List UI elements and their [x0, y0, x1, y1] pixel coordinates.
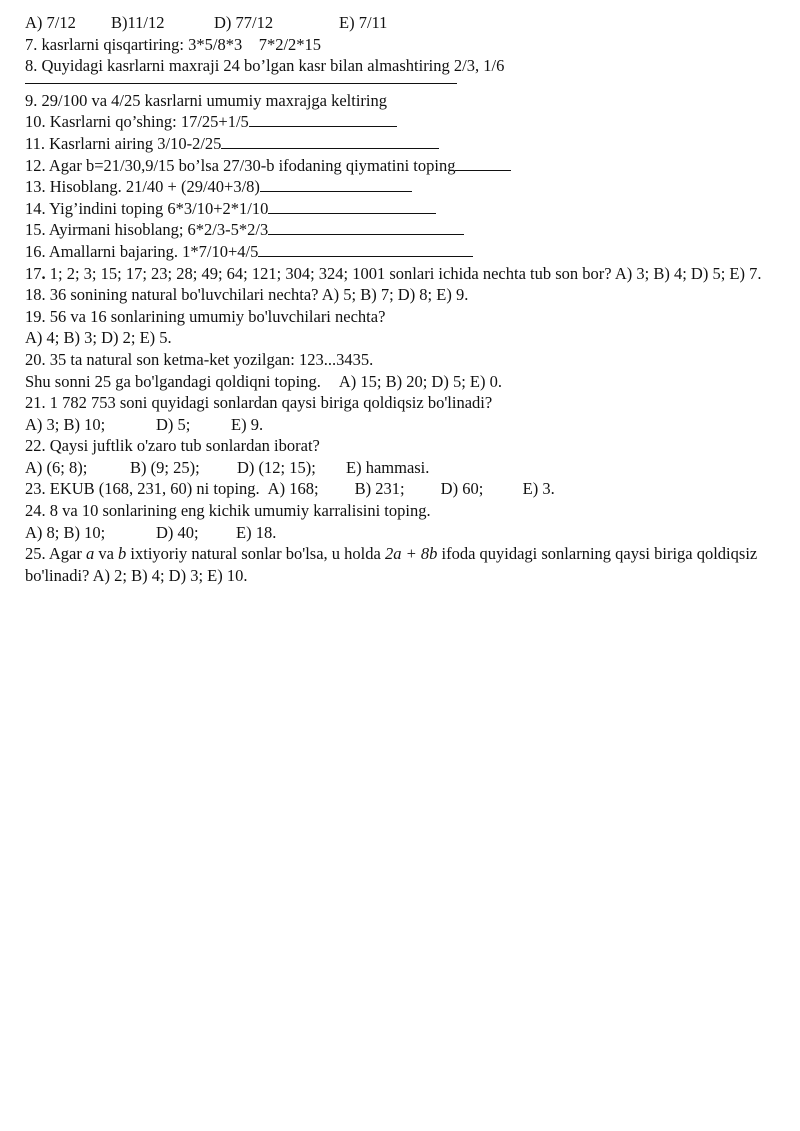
answer-blank — [455, 155, 511, 171]
option-d: D) 40; — [156, 522, 199, 542]
option-e: E) hammasi. — [346, 457, 430, 477]
worksheet — [25, 12, 775, 586]
option-e: E) 9. — [231, 414, 264, 434]
option-a-b: A) 8; B) 10; — [25, 522, 106, 542]
answer-blank — [268, 198, 436, 214]
option-e: E) 7/11 — [339, 13, 388, 32]
question-9: 9. 29/100 va 4/25 kasrlarni umumiy maxrajga keltiring — [25, 90, 388, 110]
expression: 2a + 8b — [384, 544, 438, 564]
option-b: B) 231; — [354, 479, 405, 499]
question-20-text: Shu sonni 25 ga bo'lgandagi qoldiqni toping. — [25, 371, 321, 391]
answer-blank — [249, 111, 397, 127]
question-15-text: 15. Ayirmani hisoblang; 6*2/3-5*2/3 — [25, 220, 269, 240]
question-11-text: 11. Kasrlarni airing 3/10-2/25 — [25, 133, 222, 153]
option-a: A) 168; — [267, 479, 319, 499]
question-16-text: 16. Amallarni bajaring. 1*7/10+4/5 — [25, 241, 259, 261]
question-20-options: A) 15; B) 20; D) 5; E) 0. — [338, 371, 502, 391]
question-15 — [25, 219, 775, 241]
option-e: E) 3. — [522, 479, 555, 499]
answer-blank — [221, 133, 439, 149]
question-25 — [25, 543, 775, 586]
question-10-text: 10. Kasrlarni qo’shing: 17/25+1/5 — [25, 112, 249, 132]
question-11 — [25, 133, 775, 155]
question-24: 24. 8 va 10 sonlarining eng kichik umumiy karralisini toping. — [25, 501, 431, 521]
question-7: 7. kasrlarni qisqartiring: 3*5/8*3 7*2/2*15 — [25, 34, 322, 54]
question-24-options — [25, 522, 775, 544]
question-25-text: ifoda quyidagi sonlarning qaysi biriga qoldiqsiz bo'linadi? A) 2; B) 4; D) 3; E) 10. — [25, 544, 758, 585]
option-b: B)11/12 — [111, 13, 165, 32]
question-14-text: 14. Yig’indini toping 6*3/10+2*1/10 — [25, 198, 269, 218]
question-23-text: 23. EKUB (168, 231, 60) ni toping. — [25, 479, 260, 499]
option-d: D) 60; — [440, 479, 484, 499]
question-18: 18. 36 sonining natural bo'luvchilari nechta? A) 5; B) 7; D) 8; E) 9. — [25, 285, 469, 305]
question-25-text: 25. Agar — [25, 544, 86, 564]
question-12 — [25, 155, 775, 177]
answer-blank — [260, 176, 412, 192]
option-d: D) 5; — [156, 414, 191, 434]
option-d: D) 77/12 — [214, 13, 274, 32]
question-8: 8. Quyidagi kasrlarni maxraji 24 bo’lgan kasr bilan almashtiring 2/3, 1/6 — [25, 56, 505, 76]
question-25-text: va — [94, 544, 119, 564]
option-a: A) 7/12 — [25, 13, 76, 32]
question-22-options — [25, 457, 775, 479]
question-20: 20. 35 ta natural son ketma-ket yozilgan: 123...3435. — [25, 349, 374, 369]
option-b: B) (9; 25); — [130, 457, 200, 477]
answer-line — [25, 83, 457, 84]
answer-blank — [258, 241, 473, 257]
question-19-options: A) 4; B) 3; D) 2; E) 5. — [25, 328, 172, 348]
question-19: 19. 56 va 16 sonlarining umumiy bo'luvchilari nechta? — [25, 306, 386, 326]
option-d: D) (12; 15); — [237, 457, 316, 477]
option-a: A) (6; 8); — [25, 457, 88, 477]
question-12-text: 12. Agar b=21/30,9/15 bo’lsa 27/30-b ifodaning qiymatini toping — [25, 155, 456, 175]
option-a-b: A) 3; B) 10; — [25, 414, 106, 434]
answer-blank — [268, 219, 464, 235]
question-20-cont — [25, 371, 775, 393]
option-e: E) 18. — [236, 522, 277, 542]
question-17-text: 1; 2; 3; 15; 17; 23; 28; 49; 64; 121; 304; 324; 1001 sonlari ichida nechta tub son bor? A) 3; B) 4; D) 5; E) 7. — [45, 263, 762, 283]
question-13 — [25, 176, 775, 198]
question-13-text: 13. Hisoblang. 21/40 + (29/40+3/8) — [25, 177, 260, 197]
question-17-dot: . — [41, 263, 46, 283]
question-25-text: ixtiyoriy natural sonlar bo'lsa, u holda — [126, 544, 385, 564]
question-14 — [25, 198, 775, 220]
question-17-number: 17 — [25, 263, 42, 283]
variable-a: a — [85, 544, 95, 564]
variable-b: b — [118, 544, 127, 564]
question-17 — [25, 263, 775, 285]
question-16 — [25, 241, 775, 263]
question-21-options — [25, 414, 775, 436]
question-10 — [25, 111, 775, 133]
question-23 — [25, 478, 775, 500]
question-21: 21. 1 782 753 soni quyidagi sonlardan qaysi biriga qoldiqsiz bo'linadi? — [25, 393, 493, 413]
question-22: 22. Qaysi juftlik o'zaro tub sonlardan iborat? — [25, 436, 320, 456]
answer-options-row — [25, 12, 775, 34]
